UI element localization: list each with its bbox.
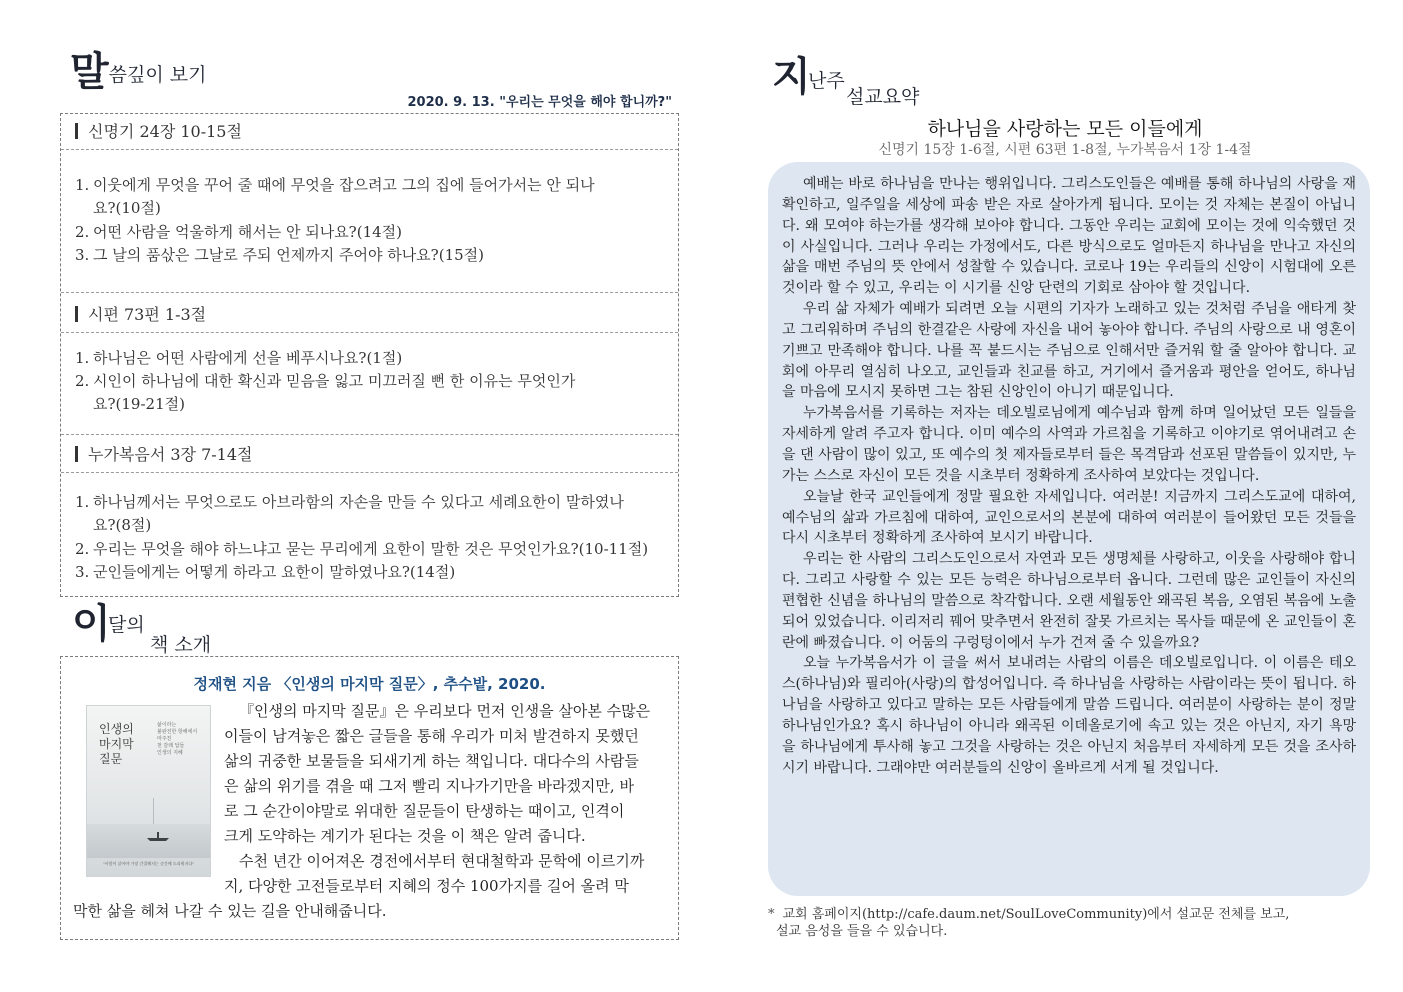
book-title: 정재현 지음 〈인생의 마지막 질문〉, 추수밭, 2020.	[193, 675, 546, 693]
question-item: 1. 하나님은 어떤 사람에게 선을 베푸시나요?(1절)	[75, 349, 403, 367]
book-heading	[72, 600, 111, 647]
cover-side-text: 삶이라는 불완전한 항해에서 마주친 천 갈래 답들 인생의 지혜	[157, 722, 198, 756]
section-body-psalms	[61, 333, 678, 435]
bible-study-panel	[60, 113, 679, 597]
section-body-deuteronomy	[61, 150, 678, 293]
footnote-mark: *	[768, 907, 775, 922]
section-bar	[75, 306, 78, 322]
boat-icon	[145, 830, 171, 842]
book-description: 『인생의 마지막 질문』은 우리보다 먼저 인생을 살아본 수많은 이들이 남겨놓은 짧은 글들을 통해 우리가 미처 발견하지 못했던 삶의 귀중한 보물들을 되새기게 하는 책입니다. 대다수의 사람들 은 삶의 위기를 겪을 때 그저 빨리 지나가기만을 바라겠지만, 바 로 그 순간이야말로 위대한 질문들이 탄생하는 때이고, 인격이 크게 도약하는 계기가 된다는 것을 이 책은 알려 줍니다. 수천 년간 이어져온 경전에서부터 현대철학과 문학에 이르기까 지, 다양한 고전들로부터 지혜의 정수 100가지를 길어 올려 막	[224, 702, 651, 895]
book-heading-part2: 책 소개	[150, 634, 212, 656]
sermon-summary-heading	[772, 53, 811, 100]
section-bar	[75, 123, 78, 139]
section-title-deuteronomy: 신명기 24장 10-15절	[61, 114, 678, 150]
question-item: 2. 우리는 무엇을 해야 하느냐고 묻는 무리에게 요한이 말한 것은 무엇인가요?(10-11절)	[75, 540, 649, 558]
sermon-paragraph: 오늘 누가복음서가 이 글을 써서 보내려는 사람의 이름은 데오빌로입니다. 이 이름은 테오스(하나님)와 필리아(사랑)의 합성어입니다. 즉 하나님을 사랑하는 사람이라는 뜻이 됩니다. 하나님을 사랑하고 있다고 말하는 모든 사람들에게 말씀 드립니다. 여러분이 사랑하는 분이 정말 하나님인가요? 혹시 하나님이 아니라 왜곡된 이데올로기에 속고 있는 것은 아닌지, 자기 욕망을 하나님에게 투사해 놓고 그것을 사랑하는 것은 아닌지 처음부터 자세하게 모든 것을 조사하시기 바랍니다. 그래야만 여러분들의 신앙이 올바르게 서게 될 것입니다.	[782, 655, 1356, 776]
heading-rest: 씀깊이 보기	[108, 64, 207, 86]
sermon-paragraph: 우리는 한 사람의 그리스도인으로서 자연과 모든 생명체를 사랑하고, 이웃을 사랑해야 합니다. 그리고 사랑할 수 있는 모든 능력은 하나님으로부터 옵니다. 그런데 많은 교인들이 자신의 편협한 신념을 하나님의 말씀으로 착각합니다. 오랜 세월동안 왜곡된 복음, 오염된 복음에 노출되어 있었습니다. 이리저리 꿰어 맞추면서 완전히 잘못 가르치는 목사들 때문에 온 교인들이 혼란에 빠졌습니다. 이 어둠의 구렁텅이에서 누가 건져 줄 수 있을까요?	[782, 551, 1356, 651]
sermon-paragraph: 누가복음서를 기록하는 저자는 데오빌로님에게 예수님과 함께 하며 일어났던 모든 일들을 자세하게 알려 주고자 합니다. 이미 예수의 사역과 가르침을 기록하고 이야기로 엮어내려고 손을 댄 사람이 많이 있고, 또 예수의 첫 제자들로부터 들은 목격담과 선포된 말씀들이 있지만, 누가는 스스로 자신이 모든 것을 시초부터 정확하게 조사하여 보았다는 것입니다.	[782, 405, 1356, 484]
homepage-footnote: * 교회 홈페이지(http://cafe.daum.net/SoulLoveCommunity)에서 설교문 전체를 보고, 설교 음성을 들을 수 있습니다.	[768, 907, 1290, 939]
question-item: 2. 어떤 사람을 억울하게 해서는 안 되나요?(14절)	[75, 223, 403, 241]
book-cover-image	[86, 705, 211, 877]
heading-initial: 말	[70, 48, 109, 95]
question-item: 1. 하나님께서는 무엇으로도 아브라함의 자손을 만들 수 있다고 세례요한이 말하였나 요?(8절)	[75, 493, 624, 534]
question-item: 3. 군인들에게는 어떻게 하라고 요한이 말하였나요?(14절)	[75, 563, 456, 581]
book-heading-part1: 달의	[108, 614, 145, 636]
cover-caption: "사람이 살아야 가장 간절해지는 순간에 드리워지다"	[102, 861, 195, 866]
section-body-luke	[61, 473, 678, 593]
question-item: 1. 이웃에게 무엇을 꾸어 줄 때에 무엇을 잡으려고 그의 집에 들어가서는 안 되나 요?(10절)	[75, 176, 595, 217]
sermon-scripture-refs: 신명기 15장 1-6절, 시편 63편 1-8절, 누가복음서 1장 1-4절	[878, 142, 1252, 158]
sermon-paragraph: 오늘날 한국 교인들에게 정말 필요한 자세입니다. 여러분! 지금까지 그리스도교에 대하여, 예수님의 삶과 가르침에 대하여, 교인으로서의 본분에 대하여 여러분이 들어왔던 모든 것들을 다시 시초부터 정확하게 조사하여 보시기 바랍니다.	[782, 488, 1356, 547]
sermon-title: 하나님을 사랑하는 모든 이들에게	[927, 118, 1203, 140]
sermon-heading-part2: 설교요약	[846, 86, 920, 108]
heading-initial: 지	[772, 53, 811, 100]
bible-study-heading	[70, 48, 207, 95]
question-item: 3. 그 날의 품삯은 그날로 주되 언제까지 주어야 하나요?(15절)	[75, 246, 484, 264]
section-title-psalms: 시편 73편 1-3절	[61, 297, 678, 333]
sermon-paragraph: 우리 삶 자체가 예배가 되려면 오늘 시편의 기자가 노래하고 있는 것처럼 주님을 애타게 찾고 그리워하며 주님의 한결같은 사랑에 자신을 내어 놓아야 합니다. 주님의 사랑으로 내 영혼이 기쁘고 만족해야 합니다. 나를 꼭 붙드시는 주님으로 인해서만 즐거워 할 줄 알아야 합니다. 교회에 아무리 열심히 나오고, 교인들과 친교를 하고, 거기에서 즐거움과 평안을 얻어도, 하나님을 마음에 모시지 못하면 그는 참된 신앙인이 아니기 때문입니다.	[782, 301, 1356, 401]
section-title-luke: 누가복음서 3장 7-14절	[61, 437, 678, 473]
book-description-last: 막한 삶을 헤쳐 나갈 수 있는 길을 안내해줍니다.	[73, 902, 387, 920]
sermon-heading-part1: 난주	[808, 70, 845, 92]
book-panel	[60, 656, 679, 940]
question-item: 2. 시인이 하나님에 대한 확신과 믿음을 잃고 미끄러질 뻔 한 이유는 무엇인가 요?(19-21절)	[75, 372, 576, 413]
sermon-paragraph: 예배는 바로 하나님을 만나는 행위입니다. 그리스도인들은 예배를 통해 하나님의 사랑을 재확인하고, 일주일을 세상에 파송 받은 자로 살아가게 됩니다. 모이는 것 자체는 본질이 아닙니다. 왜 모여야 하는가를 생각해 보아야 합니다. 그동안 우리는 교회에 모이는 것에 익숙했던 것이 사실입니다. 그러나 우리는 가정에서도, 다른 방식으로도 얼마든지 하나님을 만나고 자신의 삶을 매번 주님의 뜻 안에서 성찰할 수 있습니다. 코로나 19는 우리들의 신앙이 시험대에 오른 것이라 할 수 있고, 우리는 이 시기를 신앙 단련의 기회로 삼아야 할 것입니다.	[782, 176, 1356, 297]
sermon-summary-box	[768, 162, 1370, 896]
date-line: 2020. 9. 13. "우리는 무엇을 해야 합니까?"	[407, 95, 672, 110]
heading-initial: 이	[72, 600, 111, 647]
cover-title: 인생의 마지막 질문	[99, 722, 134, 766]
section-bar	[75, 446, 78, 462]
